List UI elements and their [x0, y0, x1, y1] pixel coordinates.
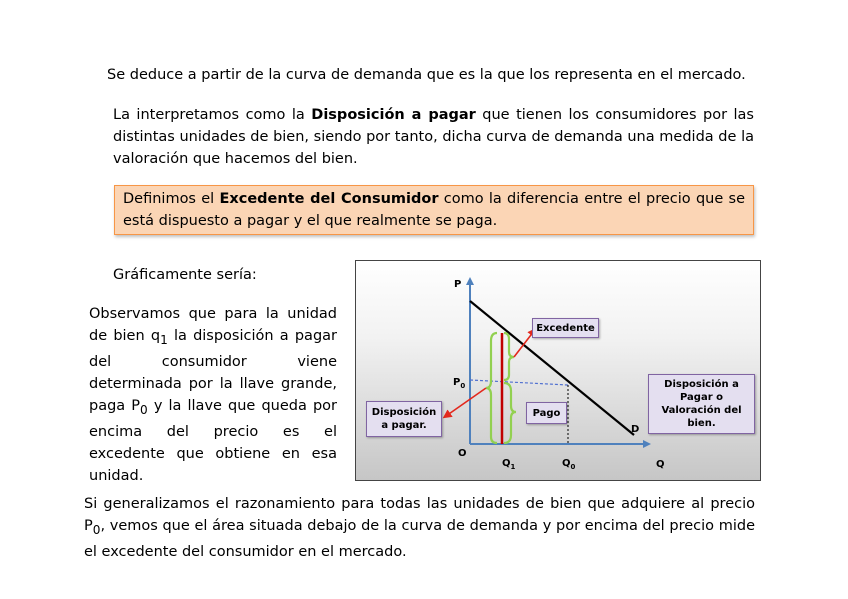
arrow-to-excedente [514, 331, 534, 357]
q1-label-sub: 1 [510, 463, 516, 471]
q0-label-main: Q [562, 458, 571, 469]
definition-text [123, 188, 745, 232]
consumer-surplus-diagram [355, 260, 761, 481]
willingness-paragraph [113, 104, 754, 170]
big-brace [486, 333, 497, 443]
observation-paragraph [89, 303, 337, 487]
q0-label [562, 458, 576, 471]
intro-paragraph: Se deduce a partir de la curva de demanda que es la que los representa en el mercado. [107, 67, 746, 83]
conclusion-sub: 0 [92, 522, 101, 537]
definition-text-start: Definimos el [123, 191, 220, 207]
x-axis-label: Q [656, 459, 665, 470]
graph-intro: Gráficamente sería: [113, 267, 257, 283]
excedente-box: Excedente [532, 318, 599, 338]
q0-label-sub: 0 [570, 463, 576, 471]
q1-label-main: Q [502, 458, 511, 469]
small-brace-bottom [504, 383, 516, 443]
valoracion-box: Disposición a Pagar o Valoración del bien. [648, 374, 755, 434]
conclusion-text-2: , vemos que el área situada debajo de la curva de demanda y por encima del precio mide el excedente del consumidor en el mercado. [84, 518, 755, 560]
willingness-bold-term: Disposición a pagar [311, 107, 476, 123]
diagram-svg [356, 261, 762, 482]
observation-text-2: la disposición a pagar del consumidor viene determinada por la llave grande, paga P [89, 328, 337, 414]
willingness-text-end: que tienen los consumidores por las distintas unidades de bien, siendo por tanto, dicha curva de demanda una medida de la valoración que hacemos del bien. [113, 107, 754, 167]
disposicion-box: Disposición a pagar. [366, 401, 442, 437]
observation-sub-1: 1 [160, 332, 168, 347]
price-label [453, 377, 465, 390]
definition-callout [114, 185, 754, 235]
small-brace-top [504, 333, 514, 380]
definition-bold-term: Excedente del Consumidor [219, 191, 439, 207]
observation-text-3: y la llave que queda por encima del precio es el excedente que obtiene en esa unidad. [89, 397, 337, 484]
price-label-main: P [453, 377, 461, 388]
origin-label: O [458, 448, 467, 459]
q1-label [502, 458, 516, 471]
willingness-text-start: La interpretamos como la [113, 107, 312, 123]
observation-text-1: Observamos que para la unidad de bien q [89, 306, 337, 344]
pago-box: Pago [526, 402, 567, 424]
conclusion-text-1: Si generalizamos el razonamiento para todas las unidades de bien que adquiere al precio P [84, 496, 755, 534]
price-line [470, 380, 568, 385]
demand-label: D [631, 424, 640, 435]
price-label-sub: 0 [460, 382, 466, 390]
arrow-to-disposicion [446, 388, 486, 416]
definition-text-end: como la diferencia entre el precio que se está dispuesto a pagar y el que realmente se paga. [123, 191, 745, 229]
y-axis-label: P [454, 279, 462, 290]
conclusion-paragraph [84, 493, 755, 563]
observation-sub-2: 0 [140, 402, 148, 417]
